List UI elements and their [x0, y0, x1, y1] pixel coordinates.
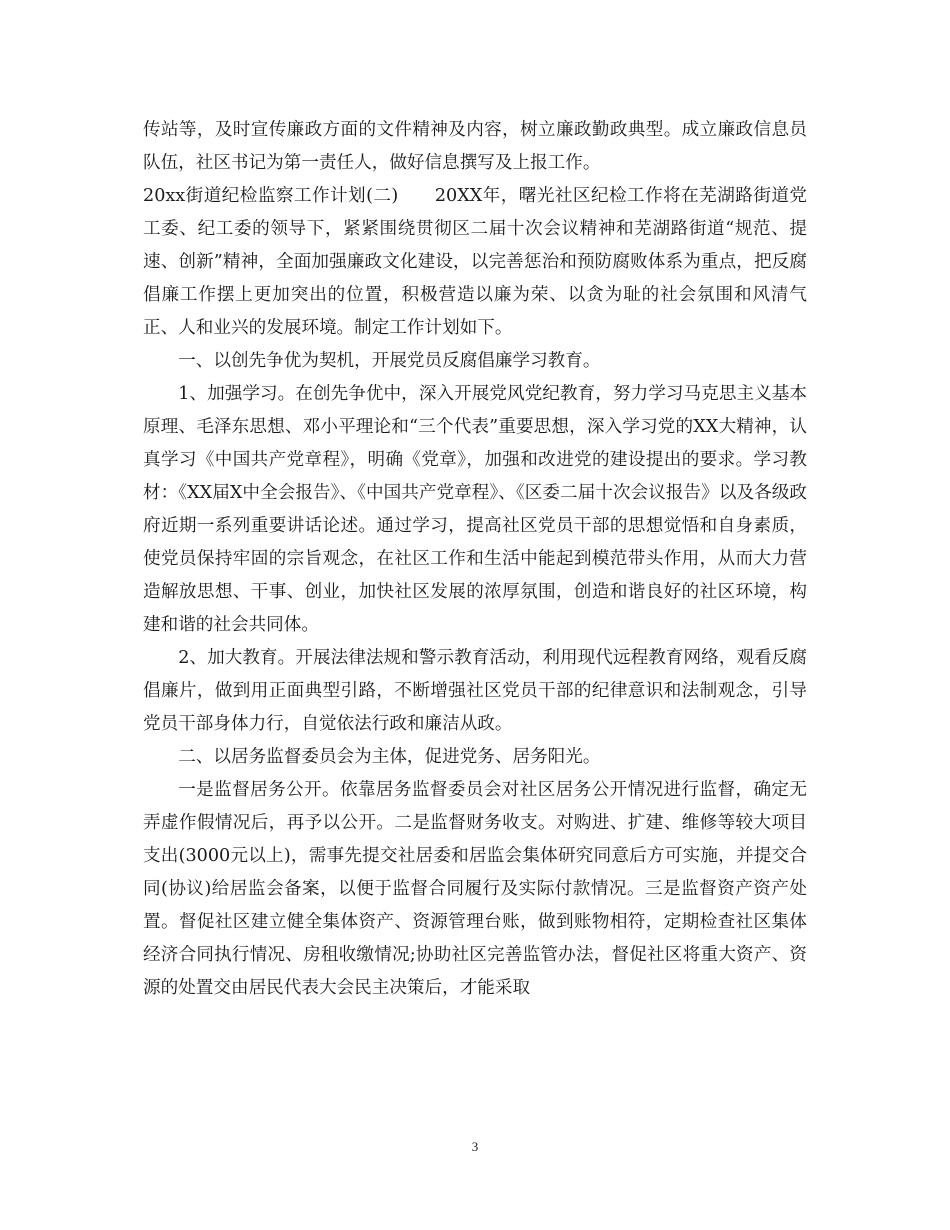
document-body — [143, 114, 807, 1005]
section-heading-one: 一、以创先争优为契机，开展党员反腐倡廉学习教育。 — [178, 351, 601, 371]
paragraph-item-two: 2、加大教育。开展法律法规和警示教育活动，利用现代远程教育网络，观看反腐倡廉片，做到用正面典型引路，不断增强社区党员干部的纪律意识和法制观念，引导党员干部身体力行，自觉依法行政和廉洁从政。 — [143, 648, 807, 734]
paragraph-item-one: 1、加强学习。在创先争优中，深入开展党风党纪教育，努力学习马克思主义基本原理、毛泽东思想、邓小平理论和“三个代表”重要思想，深入学习党的XX大精神，认真学习《中国共产党章程》，明确《党章》，加强和改进党的建设提出的要求。学习教材：《XX届X中全会报告》、《中国共产党章程》、《区委二届十次会议报告》以及各级政府近期一系列重要讲话论述。通过学习，提高社区党员干部的思想觉悟和自身素质，使党员保持牢固的宗旨观念，在社区工作和生活中能起到模范带头作用，从而大力营造解放思想、干事、创业，加快社区发展的浓厚氛围，创造和谐良好的社区环境，构建和谐的社会共同体。 — [143, 384, 807, 635]
paragraph-plan-two: 20xx街道纪检监察工作计划(二) 20XX年，曙光社区纪检工作将在芜湖路街道党工委、纪工委的领导下，紧紧围绕贯彻区二届十次会议精神和芜湖路街道“规范、提速、创新”精神，全面加强廉政文化建设，以完善惩治和预防腐败体系为重点，把反腐倡廉工作摆上更加突出的位置，积极营造以廉为荣、以贪为耻的社会氛围和风清气正、人和业兴的发展环境。制定工作计划如下。 — [143, 186, 807, 338]
paragraph-supervision: 一是监督居务公开。依靠居务监督委员会对社区居务公开情况进行监督，确定无弄虚作假情况后，再予以公开。二是监督财务收支。对购进、扩建、维修等较大项目支出(3000元以上)，需事先提交社居委和居监会集体研究同意后方可实施，并提交合同(协议)给居监会备案，以便于监督合同履行及实际付款情况。三是监督资产资产处置。督促社区建立健全集体资产、资源管理台账，做到账物相符，定期检查社区集体经济合同执行情况、房租收缴情况;协助社区完善监管办法，督促社区将重大资产、资源的处置交由居民代表大会民主决策后，才能采取 — [143, 780, 807, 998]
section-heading-two: 二、以居务监督委员会为主体，促进党务、居务阳光。 — [178, 747, 601, 767]
paragraph-continuation: 传站等，及时宣传廉政方面的文件精神及内容，树立廉政勤政典型。成立廉政信息员队伍，社区书记为第一责任人，做好信息撰写及上报工作。 — [143, 120, 807, 173]
page-number: 3 — [471, 1139, 479, 1154]
